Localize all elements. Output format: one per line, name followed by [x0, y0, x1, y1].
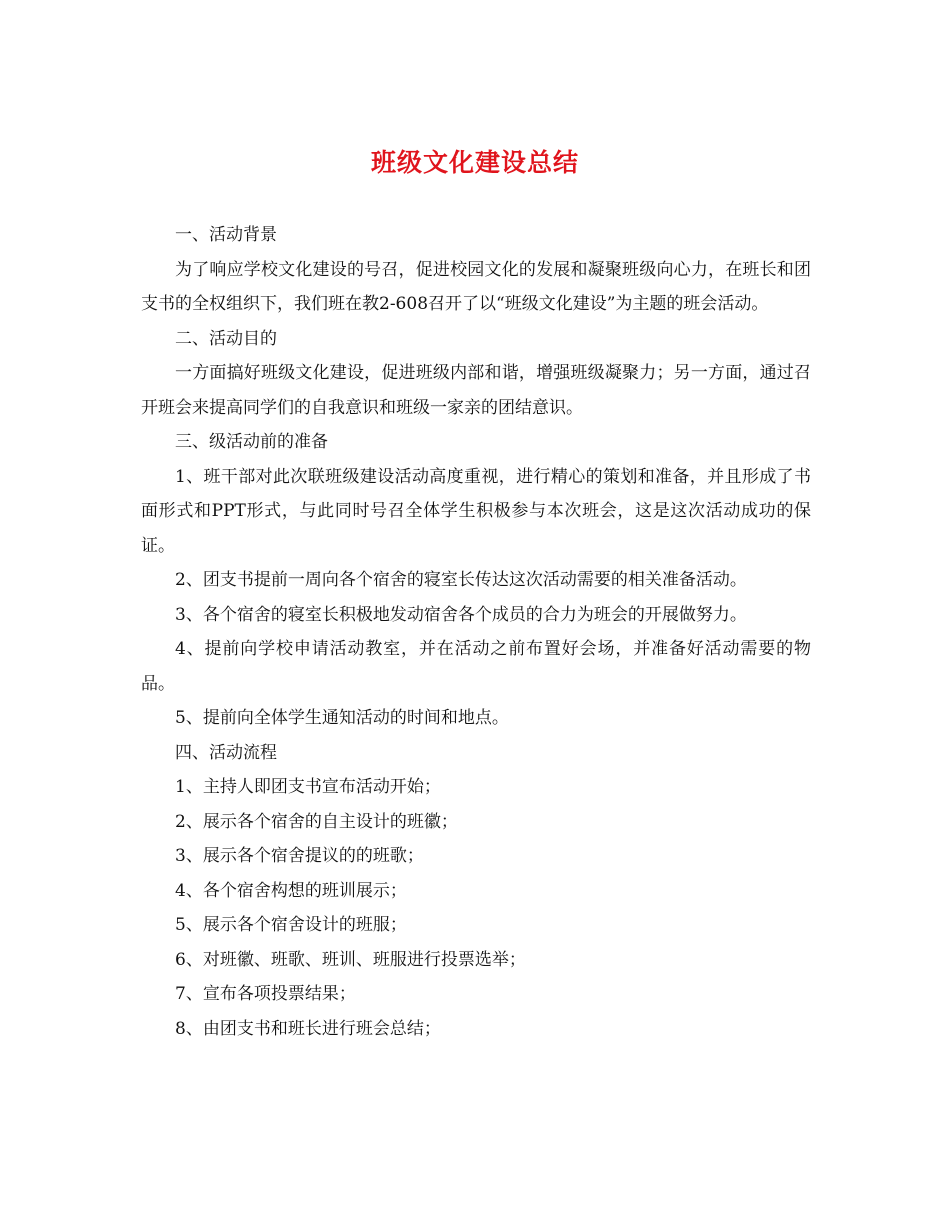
section-heading-preparation: 三、级活动前的准备: [175, 432, 328, 452]
process-step: 7、宣布各项投票结果；: [175, 984, 356, 1004]
process-step: 5、展示各个宿舍设计的班服；: [175, 915, 407, 935]
process-step: 1、主持人即团支书宣布活动开始；: [175, 777, 441, 797]
section-heading-purpose: 二、活动目的: [175, 328, 277, 349]
document-body: [141, 218, 811, 1046]
page-title: 班级文化建设总结: [370, 148, 579, 177]
preparation-item: 4、提前向学校申请活动教室，并在活动之前布置好会场，并准备好活动需要的物品。: [141, 639, 811, 694]
paragraph-background: 为了响应学校文化建设的号召，促进校园文化的发展和凝聚班级向心力，在班长和团支书的全权组织下，我们班在教2-608召开了以“班级文化建设”为主题的班会活动。: [141, 259, 811, 314]
preparation-item: 3、各个宿舍的寝室长积极地发动宿舍各个成员的合力为班会的开展做努力。: [175, 604, 747, 625]
process-step: 4、各个宿舍构想的班训展示；: [175, 880, 407, 901]
preparation-item: 1、班干部对此次联班级建设活动高度重视，进行精心的策划和准备，并且形成了书面形式和PPT形式，与此同时号召全体学生积极参与本次班会，这是这次活动成功的保证。: [141, 466, 811, 556]
preparation-item: 5、提前向全体学生通知活动的时间和地点。: [175, 708, 509, 728]
process-step: 2、展示各个宿舍的自主设计的班徽；: [175, 811, 458, 832]
section-heading-background: 一、活动背景: [175, 225, 277, 245]
process-step: 6、对班徽、班歌、班训、班服进行投票选举；: [175, 949, 526, 970]
process-step: 3、展示各个宿舍提议的的班歌；: [175, 846, 424, 866]
process-step: 8、由团支书和班长进行班会总结；: [175, 1018, 441, 1039]
section-heading-process: 四、活动流程: [175, 742, 277, 763]
preparation-item: 2、团支书提前一周向各个宿舍的寝室长传达这次活动需要的相关准备活动。: [175, 570, 747, 590]
paragraph-purpose: 一方面搞好班级文化建设，促进班级内部和谐，增强班级凝聚力；另一方面，通过召开班会来提高同学们的自我意识和班级一家亲的团结意识。: [141, 363, 811, 418]
